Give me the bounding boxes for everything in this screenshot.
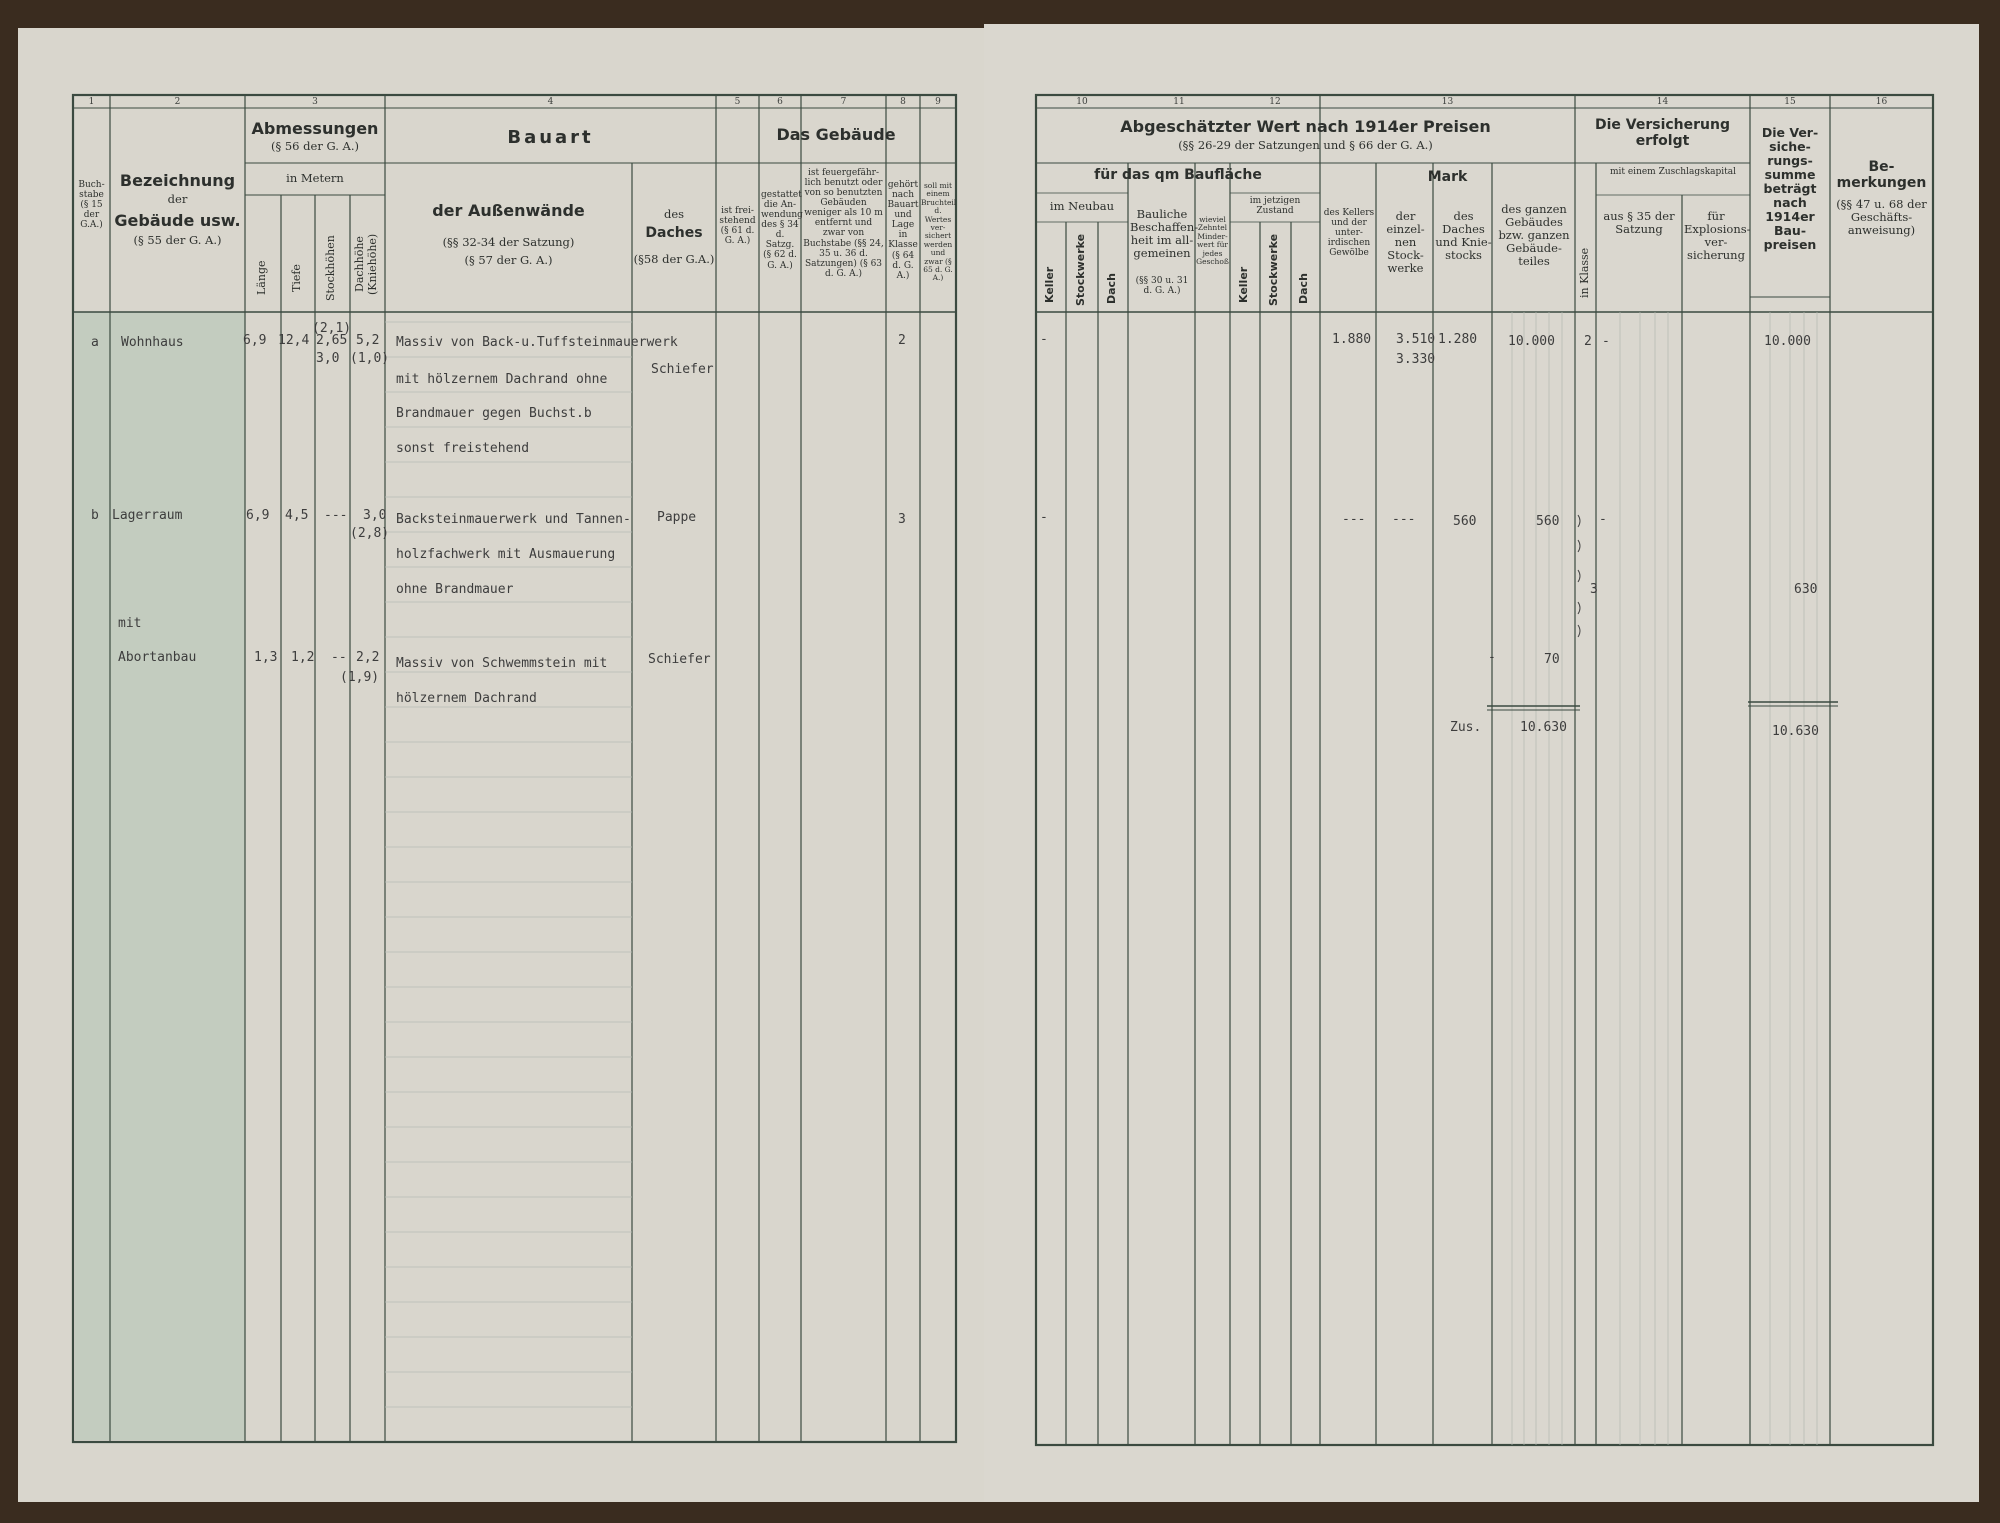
entry-b-wall-line2: holzfachwerk mit Ausmauerung xyxy=(396,547,616,562)
header-dach-jetzt: Dach xyxy=(1297,273,1310,305)
entry-a-wall-line2: mit hölzernem Dachrand ohne xyxy=(396,372,608,387)
header-versicherungssumme: Die Ver-siche-rungs-summe beträgt nach 1914er Bau-preisen xyxy=(1761,125,1819,252)
entry-b-dach: 3,0 xyxy=(363,508,387,523)
entry-a-wall-line1: Massiv von Back-u.Tuffsteinmauerwerk xyxy=(396,335,678,350)
header-im-neubau: im Neubau xyxy=(1049,199,1115,213)
header-daches-des: des xyxy=(663,207,685,221)
entry-a-stock-top: (2,1) xyxy=(312,321,352,336)
entry-b-dach-low: (2,8) xyxy=(350,526,390,541)
header-des-ganzen: des ganzen Gebäudes bzw. ganzen Gebäude-teiles xyxy=(1498,202,1570,268)
header-laenge: Länge xyxy=(255,260,268,296)
value-b-ganz: 560 xyxy=(1536,514,1560,529)
value-a-zuschlag: - xyxy=(1602,334,1610,349)
entry-a-roof: Schiefer xyxy=(651,362,714,377)
header-buchstabe: Buch-stabe (§ 15 der G.A.) xyxy=(78,180,105,231)
total-ganz: 10.630 xyxy=(1520,720,1567,735)
entry-b-klasse: 3 xyxy=(898,512,906,527)
header-abgeschaetzter-wert: Abgeschätzter Wert nach 1914er Preisen xyxy=(1120,117,1491,136)
entry-b-tiefe: 4,5 xyxy=(285,508,309,523)
header-mark: Mark xyxy=(1427,169,1468,185)
header-bemerkungen-ref: (§§ 47 u. 68 der Geschäfts-anweisung) xyxy=(1836,197,1927,237)
header-qm-bauflaeche: für das qm Baufläche xyxy=(1094,167,1262,183)
entry-c-laenge: 1,3 xyxy=(254,650,278,665)
header-keller-neubau: Keller xyxy=(1043,266,1056,304)
col-number-3: 3 xyxy=(312,97,318,107)
header-des-kellers: des Kellers und der unter-irdischen Gewölbe xyxy=(1323,208,1375,259)
header-col6: gestattet die An-wendung des § 34 d. Satzg. (§ 62 d. G. A.) xyxy=(761,190,803,271)
col-number-14: 14 xyxy=(1656,97,1669,107)
header-aussenwaende-ref2: (§ 57 der G. A.) xyxy=(464,253,553,267)
header-in-klasse: in Klasse xyxy=(1578,247,1591,299)
entry-c-tiefe: 1,2 xyxy=(291,650,315,665)
entry-a-stock-low: 3,0 xyxy=(316,351,340,366)
header-bemerkungen: Be-merkungen xyxy=(1836,159,1927,191)
header-bauliche-ref: (§§ 30 u. 31 d. G. A.) xyxy=(1135,276,1189,297)
value-b-neubau-dash: - xyxy=(1040,510,1048,525)
header-keller-jetzt: Keller xyxy=(1237,266,1250,304)
entry-a-laenge: 6,9 xyxy=(243,333,267,348)
col-number-11: 11 xyxy=(1173,97,1185,107)
value-a-dach: 1.280 xyxy=(1438,332,1478,347)
header-dach-neubau: Dach xyxy=(1105,273,1118,305)
col-number-10: 10 xyxy=(1076,97,1088,107)
value-a-ganz: 10.000 xyxy=(1508,334,1555,349)
entry-c-roof: Schiefer xyxy=(648,652,711,667)
header-aussenwaende: der Außenwände xyxy=(432,201,585,220)
entry-b-name: Lagerraum xyxy=(112,508,183,523)
header-col8: gehört nach Bauart und Lage in Klasse (§ 64 d. G. A.) xyxy=(887,180,919,281)
header-aus-satzung: aus § 35 der Satzung xyxy=(1603,209,1675,236)
entry-c-dach-low: (1,9) xyxy=(340,670,380,685)
entry-a-tiefe: 12,4 xyxy=(278,333,310,348)
header-aussenwaende-ref1: (§§ 32-34 der Satzung) xyxy=(442,235,575,249)
total-summe: 10.630 xyxy=(1772,724,1819,739)
entry-a-dach: 5,2 xyxy=(356,333,380,348)
value-b-keller: --- xyxy=(1342,512,1366,527)
value-b-stock: --- xyxy=(1392,512,1416,527)
entry-a-letter: a xyxy=(91,335,99,350)
header-daches-ref: (§58 der G.A.) xyxy=(633,252,715,266)
header-im-jetzigen-zustand: im jetzigen Zustand xyxy=(1249,196,1301,217)
col-number-8: 8 xyxy=(900,97,906,107)
total-label: Zus. xyxy=(1450,720,1482,735)
entry-a-wall-line4: sonst freistehend xyxy=(396,441,530,456)
value-a-summe: 10.000 xyxy=(1764,334,1811,349)
col-number-1: 1 xyxy=(88,97,95,107)
header-in-metern: in Metern xyxy=(286,171,344,185)
header-stockwerke-neubau: Stockwerke xyxy=(1074,233,1087,307)
entry-a-name: Wohnhaus xyxy=(121,335,184,350)
entry-b-stock: --- xyxy=(324,508,348,523)
header-col9: soll mit einem Bruchteil d. Wertes ver-sichert werden und zwar (§ 65 d. G. A.) xyxy=(921,181,957,283)
header-der-einzelnen: der einzel-nen Stock-werke xyxy=(1386,209,1425,275)
col-number-6: 6 xyxy=(777,97,783,107)
col-number-16: 16 xyxy=(1875,97,1888,107)
value-b-zuschlag: - xyxy=(1599,512,1607,527)
col-number-13: 13 xyxy=(1441,97,1454,107)
header-versicherung: Die Versicherung erfolgt xyxy=(1594,117,1730,149)
header-stockwerke-jetzt: Stockwerke xyxy=(1267,233,1280,307)
header-daches: Daches xyxy=(645,225,703,241)
header-wieviel-zehntel: wieviel Zehntel Minder-wert für jedes Geschoß xyxy=(1196,215,1229,266)
header-zuschlagskapital: mit einem Zuschlagskapital xyxy=(1609,167,1737,177)
entry-b-wall-line1: Backsteinmauerwerk und Tannen- xyxy=(396,512,631,527)
value-a-stock1: 3.510 xyxy=(1396,332,1436,347)
header-gebaeude-usw: Gebäude usw. xyxy=(114,211,241,230)
entry-a-klasse: 2 xyxy=(898,333,906,348)
header-bauart: Bauart xyxy=(507,127,594,148)
entry-c-name-pre: mit xyxy=(118,616,142,631)
header-col5: ist frei-stehend (§ 61 d. G. A.) xyxy=(719,206,756,247)
header-das-gebaeude: Das Gebäude xyxy=(776,125,896,144)
header-bezeichnung: Bezeichnung xyxy=(119,171,236,190)
col-number-15: 15 xyxy=(1784,97,1796,107)
value-a-neubau-dash: - xyxy=(1040,332,1048,347)
col-number-2: 2 xyxy=(174,97,181,107)
entry-b-roof: Pappe xyxy=(657,510,697,525)
entry-c-wall-line2: hölzernem Dachrand xyxy=(396,691,537,706)
entry-c-name: Abortanbau xyxy=(118,650,197,665)
header-wert-ref: (§§ 26-29 der Satzungen und § 66 der G. A.) xyxy=(1178,138,1433,152)
entry-c-dach: 2,2 xyxy=(356,650,380,665)
entry-b-laenge: 6,9 xyxy=(246,508,270,523)
entry-c-stock: -- xyxy=(331,650,347,665)
header-stockhoehen: Stockhöhen xyxy=(324,235,337,301)
header-des-daches: des Daches und Knie-stocks xyxy=(1435,209,1492,262)
entry-b-wall-line3: ohne Brandmauer xyxy=(396,582,514,597)
col-number-5: 5 xyxy=(734,97,741,107)
value-c-ganz: 70 xyxy=(1544,652,1560,667)
entry-c-wall-line1: Massiv von Schwemmstein mit xyxy=(396,656,608,671)
value-b-klasse: 3 xyxy=(1590,582,1598,597)
col-number-12: 12 xyxy=(1269,97,1281,107)
header-bezeichnung-der: der xyxy=(167,192,188,206)
value-a-klasse: 2 xyxy=(1584,334,1592,349)
col-number-9: 9 xyxy=(935,97,941,107)
value-b-summe: 630 xyxy=(1794,582,1818,597)
entry-a-wall-line3: Brandmauer gegen Buchst.b xyxy=(396,406,592,421)
header-tiefe: Tiefe xyxy=(290,264,303,292)
entry-a-stock-mid: 2,65 xyxy=(316,333,348,348)
header-bezeichnung-ref: (§ 55 der G. A.) xyxy=(133,233,222,247)
value-a-stock2: 3.330 xyxy=(1396,352,1436,367)
entry-b-letter: b xyxy=(91,508,99,523)
header-explosionsversicherung: für Explosions-ver-sicherung xyxy=(1684,209,1751,262)
header-col7: ist feuergefähr-lich benutzt oder von so benutzten Gebäuden weniger als 10 m entfernt und zwar von Buchstabe (§§ 24, 35 u. 36 d. Satzungen) (§ 63 d. G. A.) xyxy=(803,168,884,279)
entry-a-dach-low: (1,0) xyxy=(350,351,390,366)
col-number-4: 4 xyxy=(547,97,554,107)
col-number-7: 7 xyxy=(840,97,847,107)
value-c-dash: - xyxy=(1488,650,1496,665)
header-bauliche: Bauliche Beschaffen-heit im all-gemeinen xyxy=(1130,207,1199,260)
header-dachhoehe: Dachhöhe (Kniehöhe) xyxy=(353,233,379,295)
value-b-dach: 560 xyxy=(1453,514,1477,529)
value-a-keller: 1.880 xyxy=(1332,332,1372,347)
header-abmessungen-ref: (§ 56 der G. A.) xyxy=(270,139,360,153)
header-abmessungen: Abmessungen xyxy=(251,119,379,138)
